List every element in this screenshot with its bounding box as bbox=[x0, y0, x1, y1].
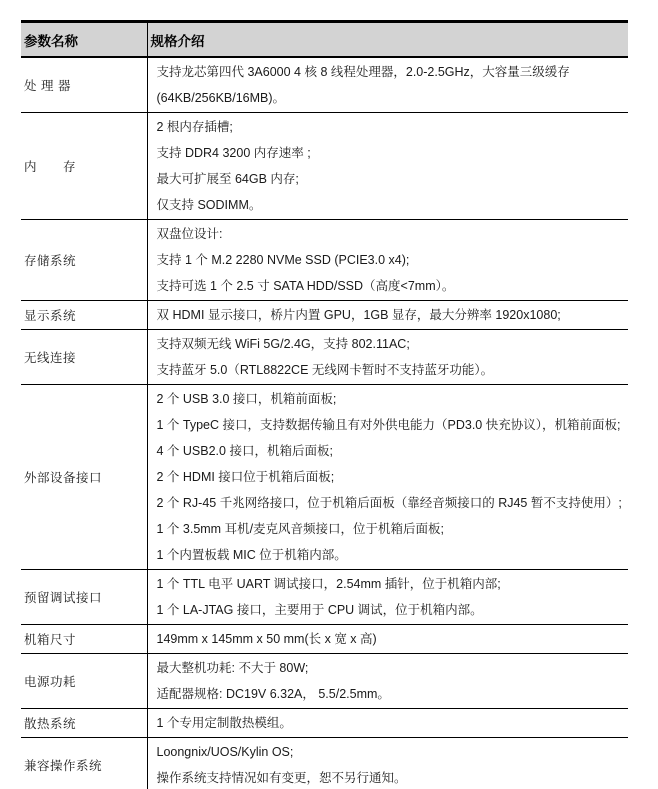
param-name-cell: 存储系统 bbox=[21, 220, 147, 301]
table-row bbox=[21, 709, 628, 738]
spec-cell bbox=[147, 654, 628, 709]
spec-line: 1 个内置板载 MIC 位于机箱内部。 bbox=[156, 548, 347, 562]
spec-line: (64KB/256KB/16MB)。 bbox=[156, 91, 286, 105]
spec-line: Loongnix/UOS/Kylin OS; bbox=[156, 745, 294, 759]
header-row bbox=[21, 22, 628, 58]
spec-line: 最大整机功耗: 不大于 80W; bbox=[156, 661, 309, 675]
spec-cell bbox=[147, 570, 628, 625]
param-name-cell: 内 存 bbox=[21, 113, 147, 220]
param-name-cell: 显示系统 bbox=[21, 301, 147, 330]
table-row bbox=[21, 301, 628, 330]
spec-line: 149mm x 145mm x 50 mm(长 x 宽 x 高) bbox=[156, 632, 377, 646]
spec-line: 1 个 TTL 电平 UART 调试接口，2.54mm 插针，位于机箱内部; bbox=[156, 577, 501, 591]
spec-cell bbox=[147, 709, 628, 738]
spec-line: 支持可选 1 个 2.5 寸 SATA HDD/SSD（高度<7mm）。 bbox=[156, 279, 455, 293]
param-name-cell: 散热系统 bbox=[21, 709, 147, 738]
spec-line: 支持龙芯第四代 3A6000 4 核 8 线程处理器，2.0-2.5GHz，大容量三级缓存 bbox=[156, 65, 570, 79]
spec-cell bbox=[147, 330, 628, 385]
spec-line: 双盘位设计: bbox=[156, 227, 223, 241]
spec-line: 双 HDMI 显示接口，桥片内置 GPU，1GB 显存，最大分辨率 1920x1080; bbox=[156, 308, 561, 322]
param-name-cell: 兼容操作系统 bbox=[21, 738, 147, 789]
spec-table-body bbox=[21, 57, 628, 789]
spec-line: 2 个 USB 3.0 接口，机箱前面板; bbox=[156, 392, 337, 406]
param-name-cell: 机箱尺寸 bbox=[21, 625, 147, 654]
spec-cell bbox=[147, 57, 628, 113]
spec-line: 1 个专用定制散热模组。 bbox=[156, 716, 292, 730]
spec-cell bbox=[147, 113, 628, 220]
table-row bbox=[21, 625, 628, 654]
param-name-cell: 外部设备接口 bbox=[21, 385, 147, 570]
param-name-cell: 预留调试接口 bbox=[21, 570, 147, 625]
header-param-name: 参数名称 bbox=[21, 22, 147, 58]
spec-cell bbox=[147, 625, 628, 654]
table-row bbox=[21, 385, 628, 570]
param-name-cell: 处 理 器 bbox=[21, 57, 147, 113]
table-row bbox=[21, 330, 628, 385]
spec-line: 2 个 HDMI 接口位于机箱后面板; bbox=[156, 470, 335, 484]
spec-line: 适配器规格: DC19V 6.32A， 5.5/2.5mm。 bbox=[156, 687, 390, 701]
spec-line: 2 个 RJ-45 千兆网络接口，位于机箱后面板（靠经音频接口的 RJ45 暂不支持使用）; bbox=[156, 496, 622, 510]
spec-cell bbox=[147, 385, 628, 570]
spec-line: 最大可扩展至 64GB 内存; bbox=[156, 172, 299, 186]
table-row bbox=[21, 738, 628, 789]
spec-line: 4 个 USB2.0 接口，机箱后面板; bbox=[156, 444, 333, 458]
spec-line: 支持双频无线 WiFi 5G/2.4G，支持 802.11AC; bbox=[156, 337, 410, 351]
table-row bbox=[21, 57, 628, 113]
spec-line: 1 个 3.5mm 耳机/麦克风音频接口，位于机箱后面板; bbox=[156, 522, 445, 536]
table-row bbox=[21, 113, 628, 220]
spec-cell bbox=[147, 301, 628, 330]
spec-line: 仅支持 SODIMM。 bbox=[156, 198, 262, 212]
spec-line: 1 个 LA-JTAG 接口，主要用于 CPU 调试，位于机箱内部。 bbox=[156, 603, 483, 617]
spec-line: 支持 1 个 M.2 2280 NVMe SSD (PCIE3.0 x4); bbox=[156, 253, 410, 267]
spec-line: 支持 DDR4 3200 内存速率 ; bbox=[156, 146, 311, 160]
header-spec-intro: 规格介绍 bbox=[147, 22, 628, 58]
table-row bbox=[21, 654, 628, 709]
table-row bbox=[21, 220, 628, 301]
spec-line: 操作系统支持情况如有变更，恕不另行通知。 bbox=[156, 771, 407, 785]
spec-table-header bbox=[21, 22, 628, 58]
spec-cell bbox=[147, 220, 628, 301]
table-row bbox=[21, 570, 628, 625]
spec-line: 支持蓝牙 5.0（RTL8822CE 无线网卡暂时不支持蓝牙功能）。 bbox=[156, 363, 494, 377]
spec-table bbox=[21, 20, 628, 789]
spec-line: 2 根内存插槽; bbox=[156, 120, 233, 134]
spec-line: 1 个 TypeC 接口，支持数据传输且有对外供电能力（PD3.0 快充协议），机箱前面板; bbox=[156, 418, 621, 432]
param-name-cell: 无线连接 bbox=[21, 330, 147, 385]
param-name-cell: 电源功耗 bbox=[21, 654, 147, 709]
spec-cell bbox=[147, 738, 628, 789]
